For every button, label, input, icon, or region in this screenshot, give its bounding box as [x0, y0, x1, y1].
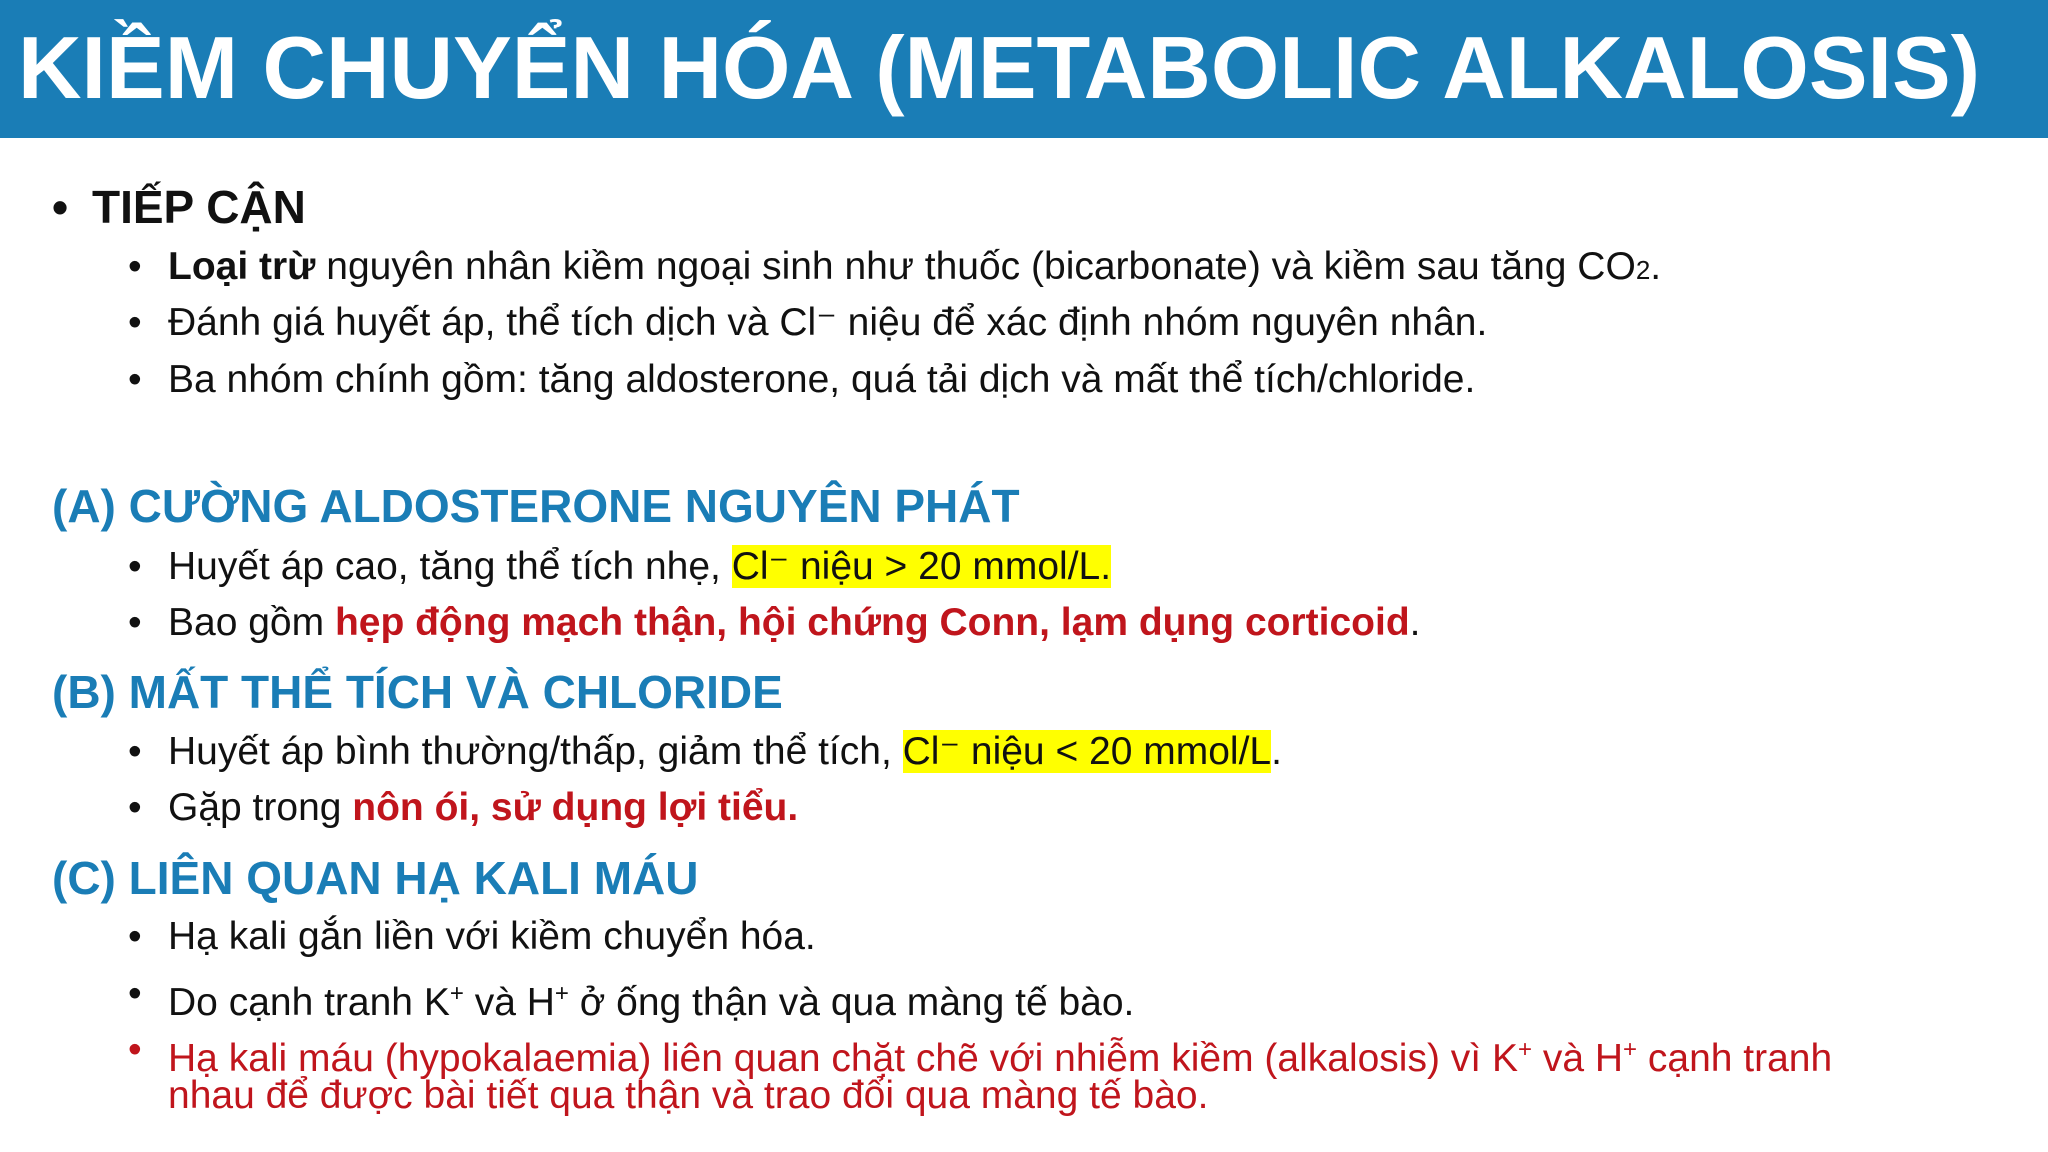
- section-b-item-2-red: nôn ói, sử dụng lợi tiểu.: [352, 786, 799, 829]
- bullet-icon: •: [128, 786, 142, 829]
- section-c-item-3-part-c: cạnh tranh: [1637, 1037, 1833, 1080]
- section-a-item-2-end: .: [1409, 601, 1421, 644]
- bullet-icon: •: [128, 358, 142, 401]
- section-b-heading: (B) MẤT THỂ TÍCH VÀ CHLORIDE: [52, 666, 783, 718]
- superscript-plus: +: [449, 980, 464, 1007]
- section-c-item-3-part-a: Hạ kali máu (hypokalaemia) liên quan chặt chẽ với nhiễm kiềm (alkalosis) vì K: [168, 1037, 1518, 1080]
- section-a-item-1-highlight: Cl⁻ niệu > 20 mmol/L.: [731, 545, 1112, 588]
- bullet-icon: •: [128, 1028, 142, 1071]
- section-a-item-2-red: hẹp động mạch thận, hội chứng Conn, lạm dụng corticoid: [334, 601, 1410, 644]
- approach-heading: [52, 180, 306, 234]
- approach-item-2-text: Đánh giá huyết áp, thể tích dịch và Cl⁻ niệu để xác định nhóm nguyên nhân.: [168, 301, 1488, 344]
- bullet-icon: •: [128, 730, 142, 773]
- bullet-icon: •: [128, 301, 142, 344]
- section-a-heading: (A) CƯỜNG ALDOSTERONE NGUYÊN PHÁT: [52, 480, 1020, 532]
- bullet-icon: •: [128, 972, 142, 1015]
- section-a-item-2-text: Bao gồm: [168, 601, 335, 644]
- bullet-icon: •: [52, 181, 69, 233]
- section-c-item-2-part-c: ở ống thận và qua màng tế bào.: [568, 981, 1135, 1024]
- section-b-item-1-highlight: Cl⁻ niệu < 20 mmol/L: [902, 730, 1272, 773]
- approach-item-1-subscript: 2: [1635, 255, 1651, 285]
- bullet-icon: •: [128, 915, 142, 958]
- section-c-item-1-text: Hạ kali gắn liền với kiềm chuyển hóa.: [168, 915, 816, 958]
- bullet-icon: •: [128, 245, 142, 288]
- title-bar: [0, 0, 2048, 138]
- approach-item-1-end: .: [1650, 245, 1662, 288]
- approach-item-1-bold: Loại trừ: [168, 245, 316, 288]
- section-a-item-1-text: Huyết áp cao, tăng thể tích nhẹ,: [168, 545, 732, 588]
- approach-heading-text: TIẾP CẬN: [92, 181, 306, 233]
- section-b-item-2-text: Gặp trong: [168, 786, 353, 829]
- section-c-heading: (C) LIÊN QUAN HẠ KALI MÁU: [52, 852, 699, 904]
- approach-item-3-text: Ba nhóm chính gồm: tăng aldosterone, quá tải dịch và mất thể tích/chloride.: [168, 358, 1476, 401]
- slide-title: KIỀM CHUYỂN HÓA (METABOLIC ALKALOSIS): [18, 18, 1980, 117]
- approach-item-1-text: nguyên nhân kiềm ngoại sinh như thuốc (bicarbonate) và kiềm sau tăng CO: [315, 245, 1636, 288]
- bullet-icon: •: [128, 601, 142, 644]
- section-c-item-3-line-2: nhau để được bài tiết qua thận và trao đổi qua màng tế bào.: [168, 1074, 1209, 1117]
- section-b-item-1-end: .: [1271, 730, 1282, 773]
- section-b-item-1-text: Huyết áp bình thường/thấp, giảm thể tích,: [168, 730, 903, 773]
- section-c-item-3-part-b: và H: [1532, 1037, 1624, 1080]
- section-c-item-2-part-b: và H: [463, 981, 555, 1024]
- section-c-item-2-part-a: Do cạnh tranh K: [168, 981, 450, 1024]
- superscript-plus: +: [1623, 1036, 1638, 1063]
- bullet-icon: •: [128, 545, 142, 588]
- superscript-plus: +: [1517, 1036, 1532, 1063]
- superscript-plus: +: [554, 980, 569, 1007]
